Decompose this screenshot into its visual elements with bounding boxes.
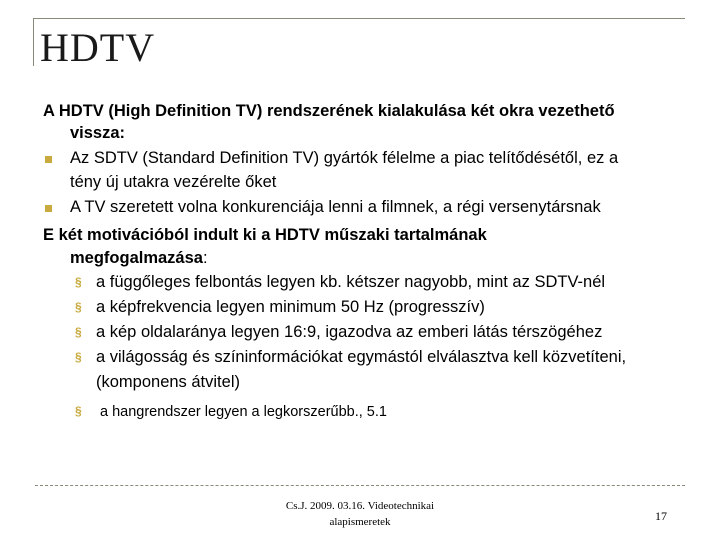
square-bullet-icon bbox=[45, 205, 52, 212]
requirement-4-line-1: a világosság és színinformációkat egymástól elválasztva kell közvetíteni, bbox=[96, 348, 627, 366]
footer-line-2: alapismeretek bbox=[329, 516, 391, 528]
arrow-bullet-icon: § bbox=[75, 275, 82, 289]
requirement-5: a hangrendszer legyen a legkorszerűbb., 5.1 bbox=[100, 404, 387, 420]
arrow-bullet-icon: § bbox=[75, 325, 82, 339]
footer-caption bbox=[260, 498, 460, 530]
title-frame-left-rule bbox=[33, 18, 34, 66]
motivation-line-2-rest: : bbox=[202, 249, 208, 267]
reason-1-line-2: tény új utakra vezérelte őket bbox=[70, 173, 277, 191]
slide-title: HDTV bbox=[40, 25, 156, 70]
motivation-line-2-bold: megfogalmazása bbox=[70, 249, 203, 267]
reason-1-line-1: Az SDTV (Standard Definition TV) gyártók félelme a piac telítődésétől, ez a bbox=[70, 149, 619, 167]
page-number: 17 bbox=[655, 509, 667, 523]
motivation-line-1: E két motivációból indult ki a HDTV műszaki tartalmának bbox=[43, 226, 487, 244]
requirement-1: a függőleges felbontás legyen kb. kétszer nagyobb, mint az SDTV-nél bbox=[96, 273, 606, 291]
reason-2-line-1: A TV szeretett volna konkurenciája lenni a filmnek, a régi versenytársnak bbox=[70, 198, 601, 216]
requirement-3: a kép oldalaránya legyen 16:9, igazodva az emberi látás térszögéhez bbox=[96, 323, 603, 341]
intro-line-1: A HDTV (High Definition TV) rendszerének kialakulása két okra vezethető bbox=[43, 102, 615, 120]
arrow-bullet-icon: § bbox=[75, 404, 82, 418]
motivation-line-2 bbox=[70, 248, 208, 268]
arrow-bullet-icon: § bbox=[75, 350, 82, 364]
title-frame-top-rule bbox=[33, 18, 685, 19]
requirement-4-line-2: (komponens átvitel) bbox=[96, 373, 240, 391]
footer-line-1: Cs.J. 2009. 03.16. Videotechnikai bbox=[285, 500, 435, 512]
square-bullet-icon bbox=[45, 156, 52, 163]
intro-line-2: vissza: bbox=[70, 124, 126, 142]
arrow-bullet-icon: § bbox=[75, 300, 82, 314]
requirement-2: a képfrekvencia legyen minimum 50 Hz (progresszív) bbox=[96, 298, 485, 316]
footer-divider bbox=[35, 485, 685, 486]
